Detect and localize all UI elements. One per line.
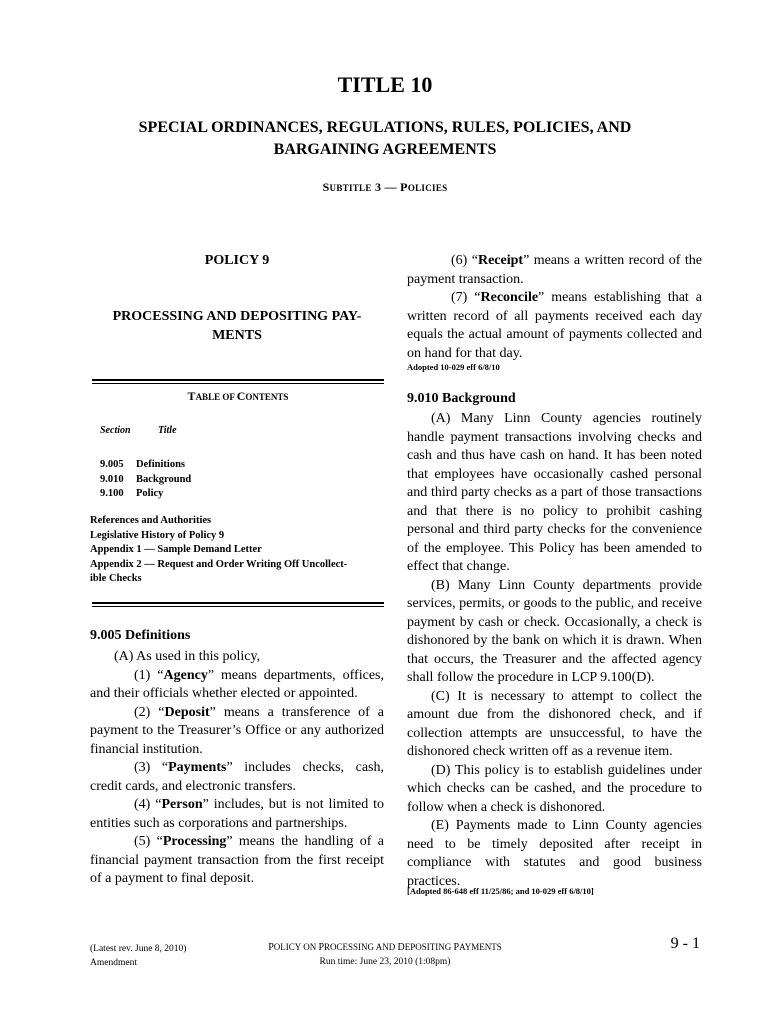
toc-item-number: 9.005 <box>100 459 124 470</box>
toc-item[interactable] <box>100 487 191 502</box>
sc-rest: ONTENTS <box>245 392 289 402</box>
definitions-body <box>90 648 384 889</box>
sc-rest: OLICY ON <box>273 942 319 952</box>
sc-letter: C <box>236 389 246 403</box>
definition-intro: (A) As used in this policy, <box>114 649 261 664</box>
sc-letter: P <box>268 942 274 953</box>
definition-item <box>90 833 384 889</box>
definitions-continued <box>407 252 702 363</box>
sc-letter: 3 — P <box>371 180 408 194</box>
page-number: 9 - 1 <box>670 935 700 952</box>
section-heading-definitions: 9.005 Definitions <box>90 628 191 643</box>
policy-title <box>90 307 384 345</box>
def-term: Deposit <box>164 704 210 720</box>
page-title: TITLE 10 <box>337 72 433 97</box>
sc-letter: T <box>187 389 196 403</box>
reference-item[interactable]: Appendix 1 — Sample Demand Letter <box>90 544 262 555</box>
footer-center <box>230 940 540 969</box>
def-text: ” includes checks, cash, credit cards, and electronic transfers. <box>90 760 384 794</box>
def-prefix: (5) “ <box>134 834 163 849</box>
reference-item[interactable]: References and Authorities <box>90 515 212 526</box>
sc-letter: D <box>397 942 405 953</box>
sc-letter: S <box>322 180 330 194</box>
def-term: Payments <box>168 760 227 775</box>
adoption-note: Adopted 10-029 eff 6/8/10 <box>407 362 500 372</box>
sc-rest: AYMENTS <box>459 942 502 952</box>
section-heading-background: 9.010 Background <box>407 391 516 406</box>
sc-letter: P <box>318 942 325 953</box>
def-text: ” includes, but is not limited to entities such as corporations and partnerships. <box>90 797 384 831</box>
toc-column-headers <box>100 425 177 436</box>
footer-policy-name <box>230 940 540 955</box>
background-paragraph-b: (B) Many Linn County departments provide services, permits, or goods to the public, and receive payment by cash or check. Occasionally, a check is dishonored by the bank on which it is drawn. When that occurs, the Treasurer and the affected agency shall follow the procedure in LCP 9.100(D). <box>407 577 702 685</box>
definition-item <box>407 252 702 289</box>
toc-item-number: 9.100 <box>100 488 124 499</box>
def-term: Agency <box>163 667 208 683</box>
def-term: Processing <box>162 834 227 849</box>
footer-revision-date: (Latest rev. June 8, 2010) <box>90 944 187 954</box>
def-prefix: (4) “ <box>134 797 162 812</box>
toc-col-section: Section <box>100 425 131 436</box>
def-term: Person <box>161 797 203 812</box>
policy-title-line1: PROCESSING AND DEPOSITING PAY- <box>112 309 362 324</box>
background-body <box>407 410 702 891</box>
toc-item-title: Background <box>136 473 192 485</box>
title-subheading-line2: BARGAINING AGREEMENTS <box>273 141 497 158</box>
def-term: Reconcile <box>480 290 539 305</box>
def-text: ” means a written record of the payment transaction. <box>407 253 702 287</box>
definition-item <box>407 289 702 363</box>
sc-rest: ROCESSING AND <box>324 942 398 952</box>
reference-item[interactable]: Legislative History of Policy 9 <box>90 529 225 541</box>
sc-rest: EPOSITING <box>404 942 454 952</box>
footer-amendment: Amendment <box>90 958 137 968</box>
def-text: ” means departments, offices, and their officials whether elected or appointed. <box>90 667 384 701</box>
definition-item <box>90 759 384 796</box>
def-prefix: (7) “ <box>451 290 481 305</box>
sc-rest: OLICIES <box>407 183 448 193</box>
subtitle-3-heading <box>0 180 770 195</box>
background-paragraph-d: (D) This policy is to establish guidelines under which checks can be cashed, and the procedure to follow when a check is dishonored. <box>407 762 702 815</box>
background-paragraph-e: (E) Payments made to Linn County agencies need to be timely deposited after receipt in compliance with statutes and good business practices. <box>407 818 702 889</box>
toc-item-title: Policy <box>136 488 164 499</box>
references-list <box>90 514 384 587</box>
toc-list <box>100 458 191 502</box>
toc-item-number: 9.010 <box>100 473 124 485</box>
sc-rest: ABLE OF <box>195 392 237 402</box>
title-subheading <box>100 117 670 161</box>
background-paragraph-a: (A) Many Linn County agencies routinely handle payment transactions involving checks and cash and thus have cash on hand. It has been noted that employees have occasionally cashed personal and third party checks as a part of those transactions and that there is no policy to prohibit cashing personal and third party checks for the convenience of the employee. This Policy has been amended to effect that change. <box>407 411 702 574</box>
toc-heading <box>92 389 384 404</box>
toc-item[interactable] <box>100 458 191 473</box>
reference-item[interactable]: ible Checks <box>90 573 142 584</box>
adoption-history-note: [Adopted 86-648 eff 11/25/86; and 10-029 eff 6/8/10] <box>407 886 594 896</box>
def-text: ” means the handling of a financial payment transaction from the first receipt of a payment to final deposit. <box>90 834 384 886</box>
def-term: Receipt <box>477 253 524 268</box>
footer-run-time: Run time: June 23, 2010 (1:08pm) <box>319 957 451 967</box>
sc-rest: UBTITLE <box>329 183 372 193</box>
sc-letter: P <box>453 942 460 953</box>
def-prefix: (2) “ <box>134 704 165 720</box>
policy-title-line2: MENTS <box>212 328 262 343</box>
definition-item <box>90 667 384 704</box>
def-text: ” means establishing that a written record of all payments received each day equals the actual amount of payments collected and on hand for that day. <box>407 290 702 361</box>
def-prefix: (3) “ <box>134 760 169 775</box>
definition-item <box>90 796 384 833</box>
toc-col-title: Title <box>158 425 177 436</box>
double-rule-bottom <box>92 602 384 607</box>
footer-revision <box>90 942 186 970</box>
def-prefix: (6) “ <box>451 253 478 268</box>
reference-item[interactable]: Appendix 2 — Request and Order Writing Off Uncollect- <box>90 558 348 570</box>
def-prefix: (1) “ <box>134 667 164 683</box>
double-rule-top <box>92 379 384 384</box>
toc-item-title: Definitions <box>136 459 186 470</box>
title-subheading-line1: SPECIAL ORDINANCES, REGULATIONS, RULES, POLICIES, AND <box>138 119 632 136</box>
toc-item[interactable] <box>100 473 191 488</box>
background-paragraph-c: (C) It is necessary to attempt to collect the amount due from the dishonored check, and if collection attempts are unsuccessful, to have the dishonored check written off as a revenue item. <box>407 688 702 759</box>
definition-item <box>90 704 384 760</box>
def-text: ” means a transference of a payment to the Treasurer’s Office or any authorized financial institution. <box>90 704 384 757</box>
policy-number: POLICY 9 <box>204 253 270 268</box>
